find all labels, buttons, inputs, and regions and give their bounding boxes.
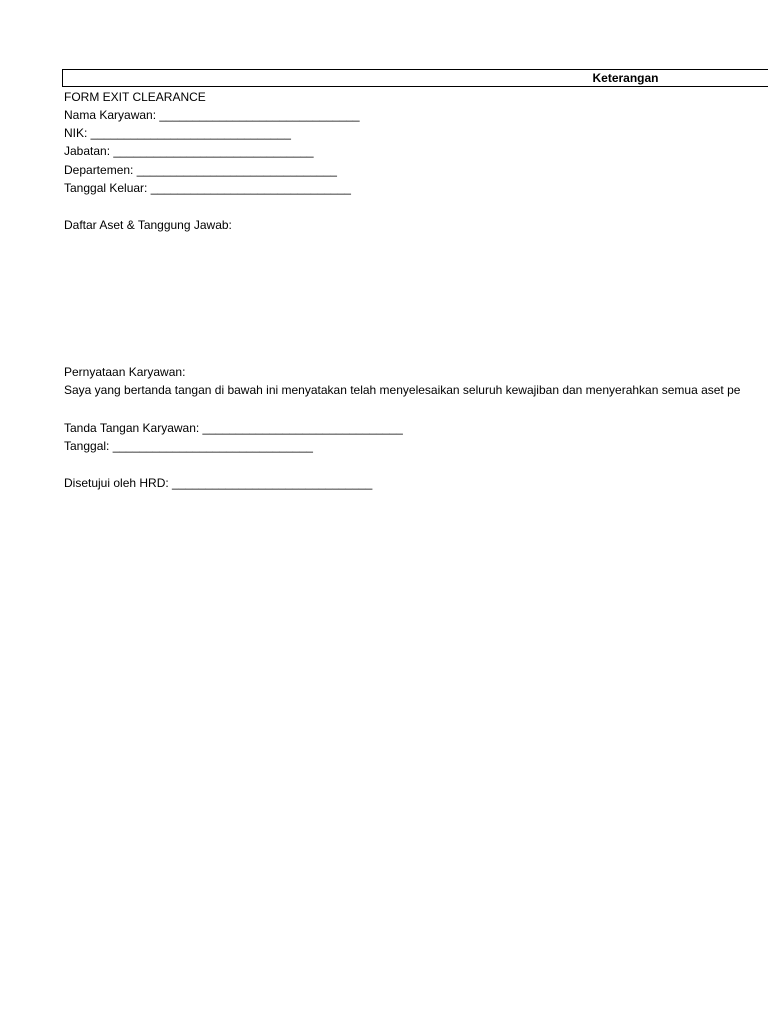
keterangan-header-label: Keterangan [592,71,659,85]
tanda-tangan-field: Tanda Tangan Karyawan: ______________________________ [64,421,403,435]
nama-karyawan-field: Nama Karyawan: ______________________________ [64,108,360,122]
nik-field: NIK: ______________________________ [64,126,291,140]
tanggal-field: Tanggal: ______________________________ [64,439,313,453]
form-title: FORM EXIT CLEARANCE [64,90,206,104]
disetujui-hrd-field: Disetujui oleh HRD: ______________________________ [64,476,373,490]
departemen-field: Departemen: ______________________________ [64,163,337,177]
pernyataan-heading: Pernyataan Karyawan: [64,365,186,379]
jabatan-field: Jabatan: ______________________________ [64,144,314,158]
pernyataan-text: Saya yang bertanda tangan di bawah ini menyatakan telah menyelesaikan seluruh kewajiban dan menyerahkan semua aset pe [64,383,741,397]
daftar-aset-heading: Daftar Aset & Tanggung Jawab: [64,218,232,232]
keterangan-header-cell[interactable] [62,69,768,87]
tanggal-keluar-field: Tanggal Keluar: ______________________________ [64,181,351,195]
